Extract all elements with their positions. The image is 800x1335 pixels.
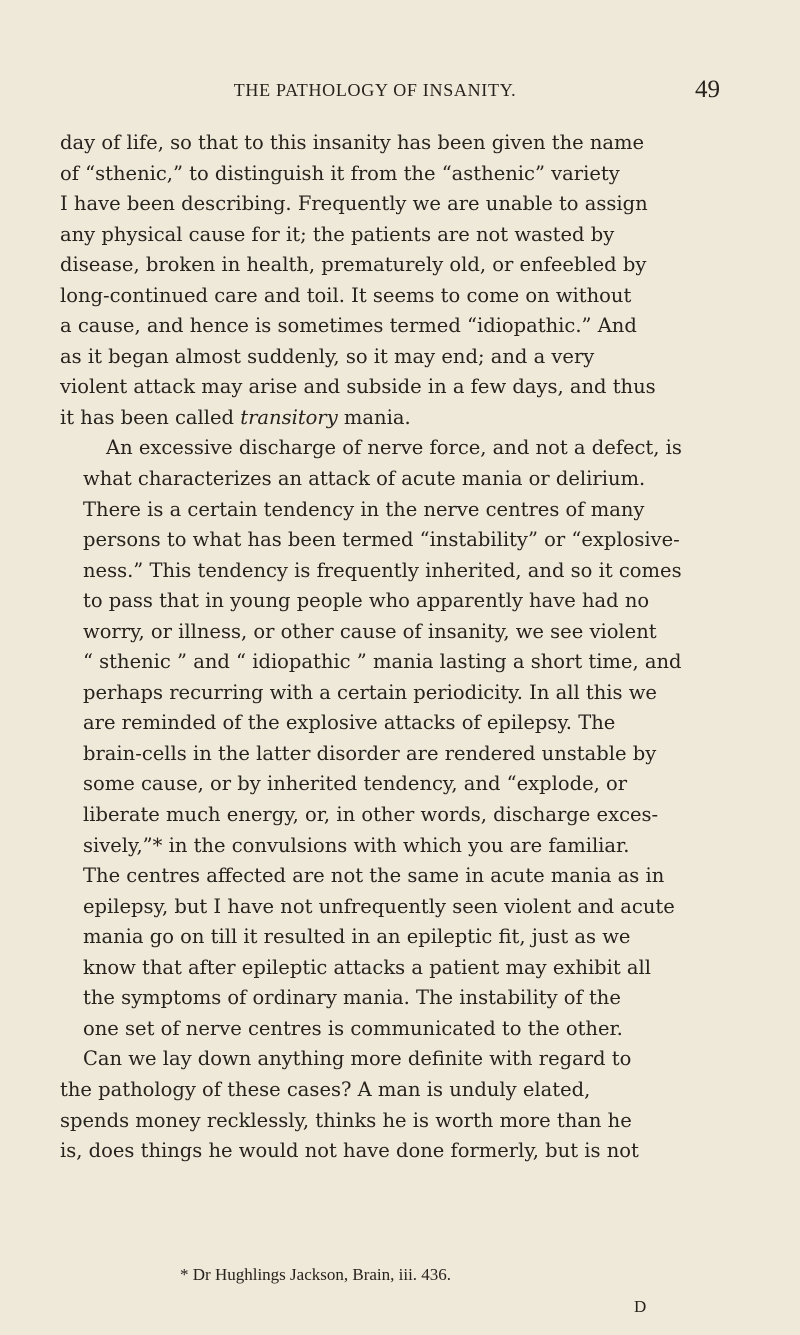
text-line: to pass that in young people who apparently have had no <box>83 589 650 613</box>
text-line: The centres affected are not the same in acute mania as in <box>83 864 665 888</box>
text-line: is, does things he would not have done formerly, but is not <box>60 1139 639 1163</box>
text-line: violent attack may arise and subside in a few days, and thus <box>60 375 656 399</box>
text-line: spends money recklessly, thinks he is worth more than he <box>60 1108 632 1132</box>
text-line: Can we lay down anything more definite with regard to <box>83 1047 632 1071</box>
italic-term: transitory <box>240 405 338 429</box>
text-line: of “sthenic,” to distinguish it from the “asthenic” variety <box>60 161 620 185</box>
text-line: There is a certain tendency in the nerve centres of many <box>83 497 645 521</box>
text-line: the pathology of these cases? A man is unduly elated, <box>60 1077 591 1101</box>
paragraph-3 <box>60 1044 710 1166</box>
running-head <box>30 76 720 110</box>
paragraph-1 <box>60 128 710 433</box>
text-line: know that after epileptic attacks a patient may exhibit all <box>83 955 652 979</box>
text-line: ness.” This tendency is frequently inherited, and so it comes <box>83 558 682 582</box>
text-fragment: mania. <box>337 405 411 429</box>
text-line: one set of nerve centres is communicated to the other. <box>83 1016 623 1040</box>
text-line: perhaps recurring with a certain periodicity. In all this we <box>83 680 657 704</box>
page-number: 49 <box>695 76 720 103</box>
text-line: what characterizes an attack of acute mania or delirium. <box>83 467 646 491</box>
text-line: as it began almost suddenly, so it may end; and a very <box>60 344 595 368</box>
text-line: persons to what has been termed “instability” or “explosive- <box>83 528 680 552</box>
text-fragment: it has been called <box>60 405 241 429</box>
text-line: the symptoms of ordinary mania. The instability of the <box>83 986 621 1010</box>
body-text <box>60 128 710 1167</box>
text-line: “ sthenic ” and “ idiopathic ” mania lasting a short time, and <box>83 650 682 674</box>
text-line: mania go on till it resulted in an epileptic fit, just as we <box>83 925 631 949</box>
signature-mark: D <box>634 1297 647 1316</box>
running-title: THE PATHOLOGY OF INSANITY. <box>233 80 517 100</box>
text-line: epilepsy, but I have not unfrequently seen violent and acute <box>83 894 675 918</box>
text-line: any physical cause for it; the patients are not wasted by <box>60 222 615 246</box>
text-line: some cause, or by inherited tendency, and “explode, or <box>83 772 628 796</box>
text-line: worry, or illness, or other cause of insanity, we see violent <box>83 619 657 643</box>
text-line: An excessive discharge of nerve force, and not a defect, is <box>106 436 682 460</box>
text-line: liberate much energy, or, in other words, discharge exces- <box>83 803 659 827</box>
text-line: day of life, so that to this insanity has been given the name <box>60 131 645 154</box>
text-line: a cause, and hence is sometimes termed “idiopathic.” And <box>60 314 637 338</box>
footnote: * Dr Hughlings Jackson, Brain, iii. 436. <box>180 1265 452 1284</box>
text-line-last <box>60 403 710 434</box>
text-line: disease, broken in health, prematurely old, or enfeebled by <box>60 253 647 277</box>
text-line: I have been describing. Frequently we are unable to assign <box>60 192 648 216</box>
text-line: long-continued care and toil. It seems to come on without <box>60 283 632 307</box>
text-line: sively,”* in the convulsions with which you are familiar. <box>83 833 630 857</box>
text-line: brain-cells in the latter disorder are rendered unstable by <box>83 741 657 765</box>
paragraph-2 <box>60 433 710 1044</box>
text-line: are reminded of the explosive attacks of epilepsy. The <box>83 711 616 735</box>
